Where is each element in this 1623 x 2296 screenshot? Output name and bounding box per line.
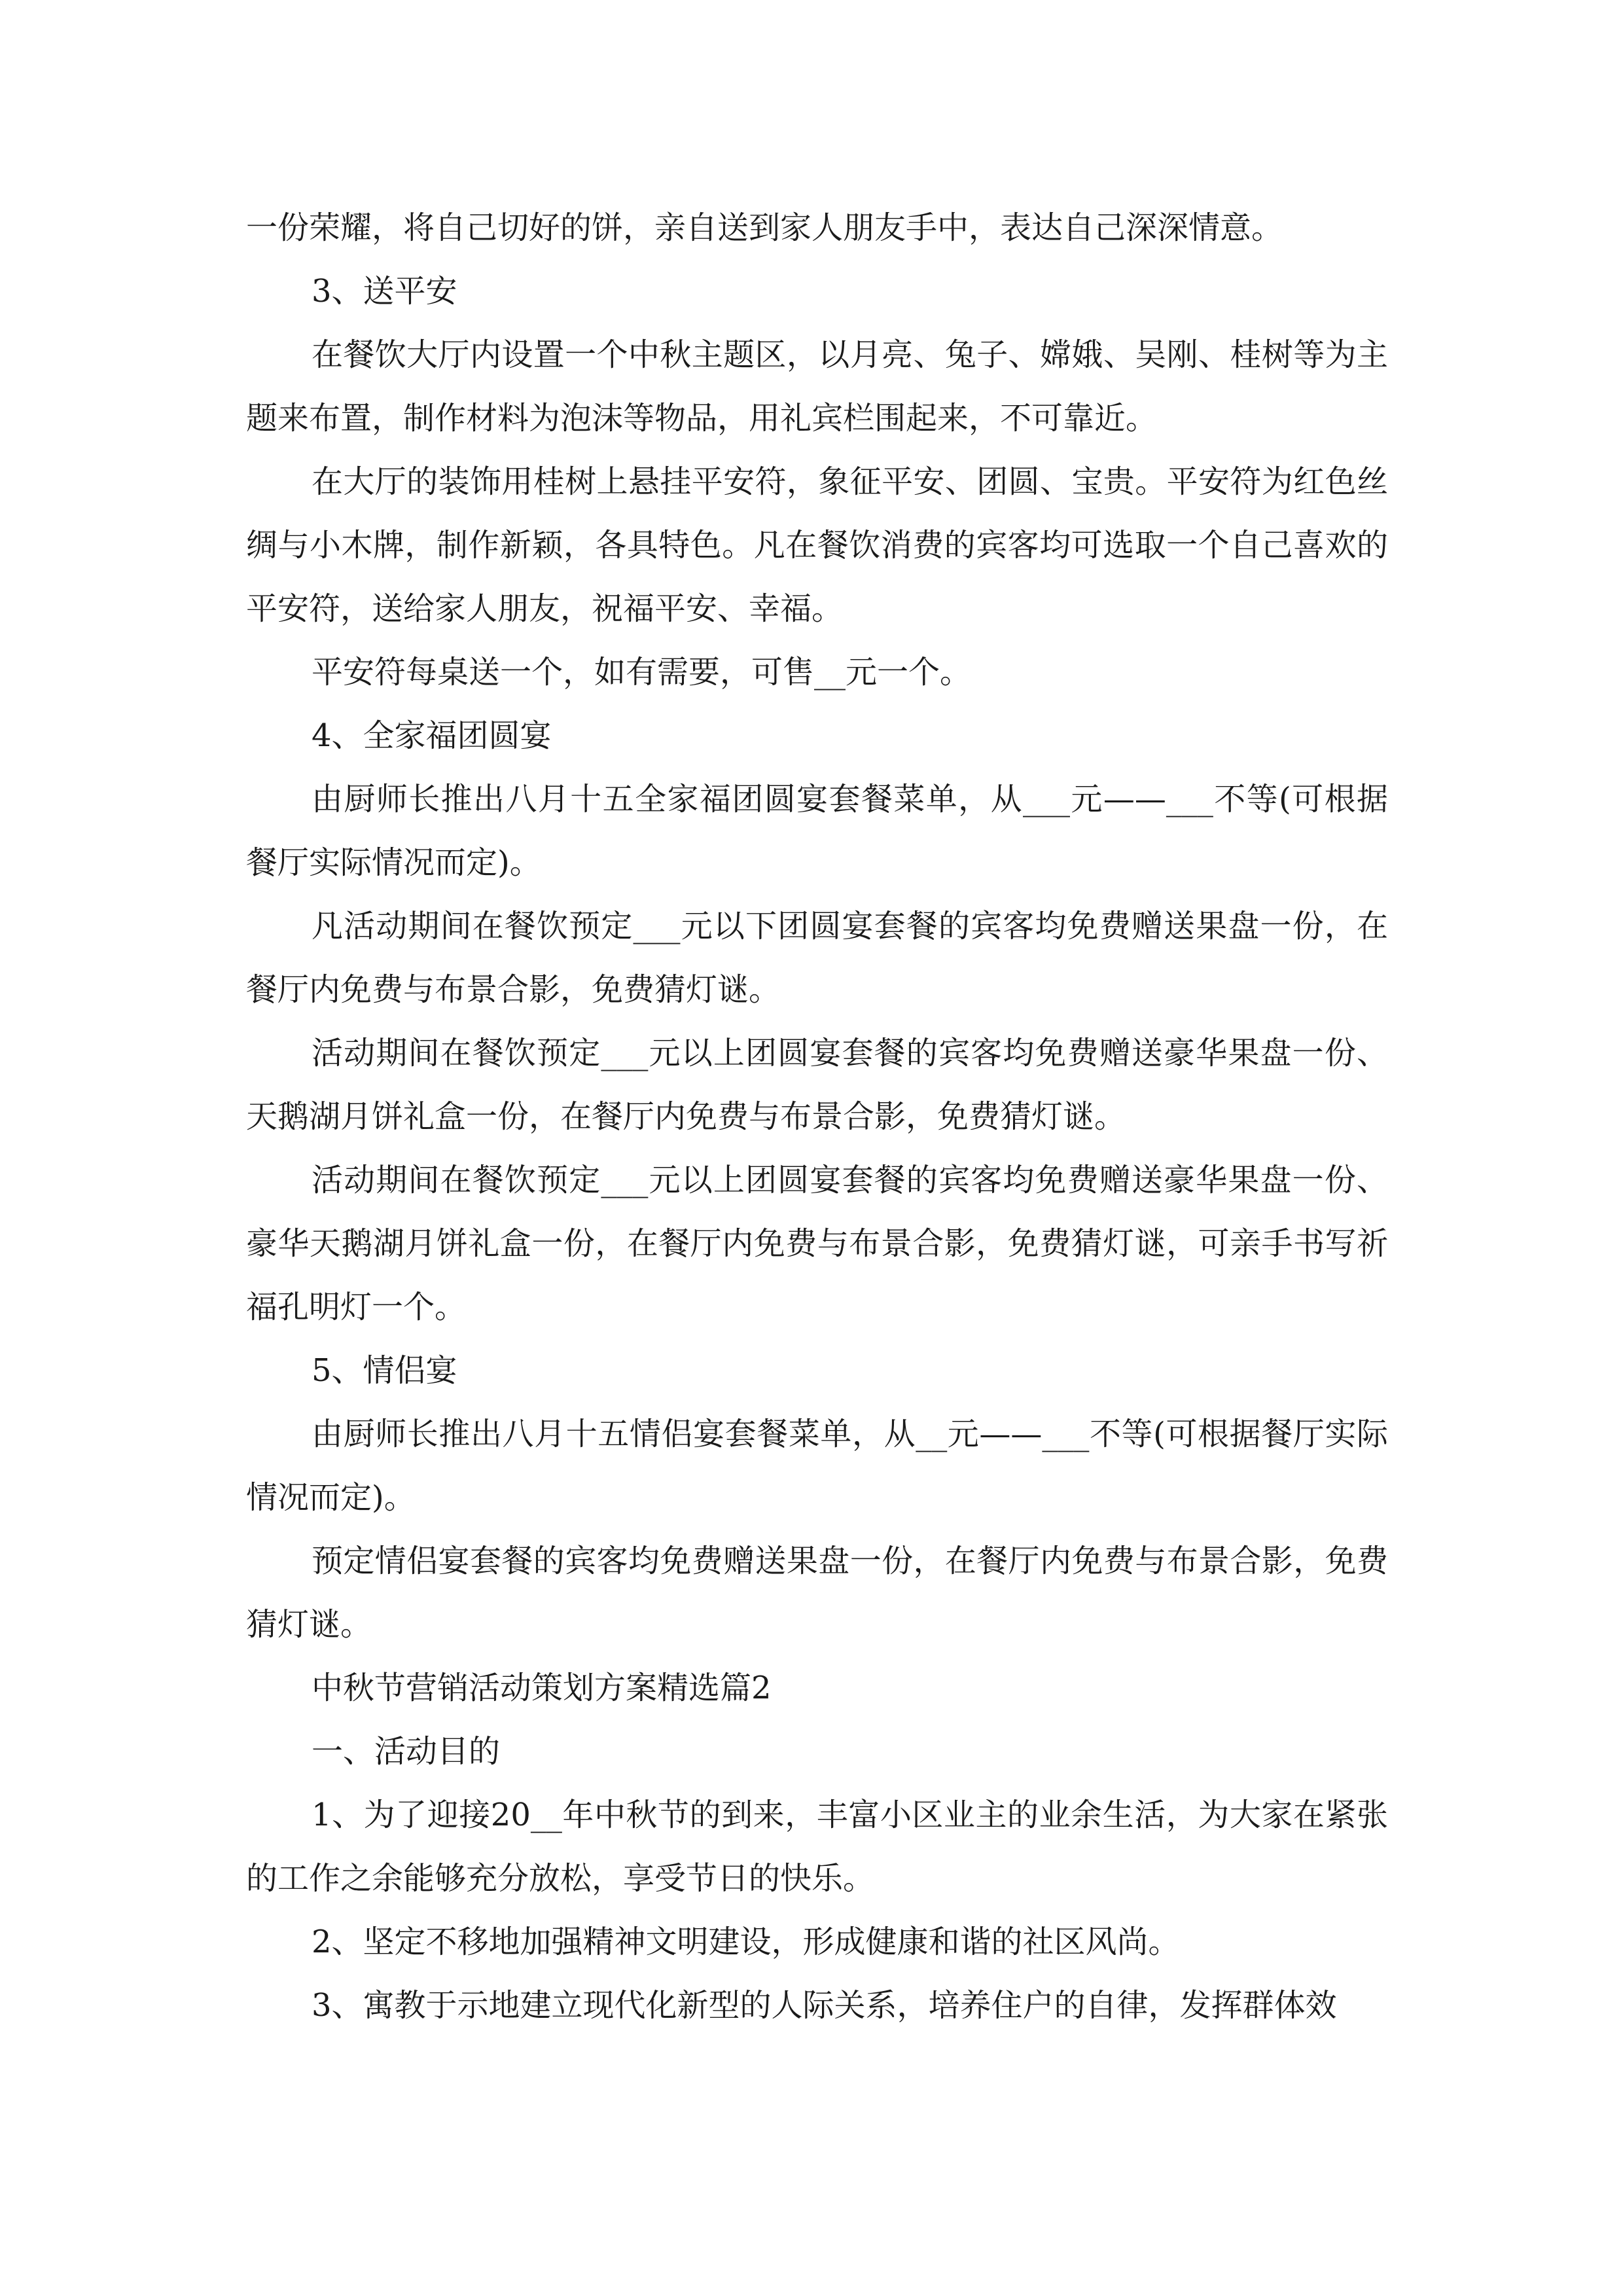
paragraph: 由厨师长推出八月十五全家福团圆宴套餐菜单，从___元——___不等(可根据餐厅实际情况而定)。 bbox=[246, 781, 1388, 881]
document-body bbox=[246, 196, 1388, 2037]
paragraph: 平安符每桌送一个，如有需要，可售__元一个。 bbox=[312, 654, 972, 691]
paragraph: 预定情侣宴套餐的宾客均免费赠送果盘一份，在餐厅内免费与布景合影，免费猜灯谜。 bbox=[246, 1543, 1388, 1643]
section-heading: 一、活动目的 bbox=[312, 1733, 501, 1770]
section-heading: 5、情侣宴 bbox=[312, 1352, 457, 1389]
paragraph: 由厨师长推出八月十五情侣宴套餐菜单，从__元——___不等(可根据餐厅实际情况而定)。 bbox=[246, 1416, 1388, 1516]
paragraph: 凡活动期间在餐饮预定___元以下团圆宴套餐的宾客均免费赠送果盘一份，在餐厅内免费与布景合影，免费猜灯谜。 bbox=[246, 908, 1388, 1008]
paragraph: 活动期间在餐饮预定___元以上团圆宴套餐的宾客均免费赠送豪华果盘一份、豪华天鹅湖月饼礼盒一份，在餐厅内免费与布景合影，免费猜灯谜，可亲手书写祈福孔明灯一个。 bbox=[246, 1162, 1388, 1325]
paragraph: 一份荣耀，将自己切好的饼，亲自送到家人朋友手中，表达自己深深情意。 bbox=[246, 209, 1283, 246]
paragraph: 1、为了迎接20__年中秋节的到来，丰富小区业主的业余生活，为大家在紧张的工作之余能够充分放松，享受节日的快乐。 bbox=[246, 1797, 1388, 1897]
paragraph: 3、寓教于示地建立现代化新型的人际关系，培养住户的自律，发挥群体效 bbox=[312, 1987, 1337, 2024]
paragraph: 在餐饮大厅内设置一个中秋主题区，以月亮、兔子、嫦娥、吴刚、桂树等为主题来布置，制作材料为泡沫等物品，用礼宾栏围起来，不可靠近。 bbox=[246, 336, 1388, 437]
section-heading: 3、送平安 bbox=[312, 273, 457, 310]
section-heading: 4、全家福团圆宴 bbox=[312, 717, 552, 754]
chapter-title: 中秋节营销活动策划方案精选篇2 bbox=[312, 1670, 772, 1706]
paragraph: 在大厅的装饰用桂树上悬挂平安符，象征平安、团圆、宝贵。平安符为红色丝绸与小木牌，制作新颖，各具特色。凡在餐饮消费的宾客均可选取一个自己喜欢的平安符，送给家人朋友，祝福平安、幸福。 bbox=[246, 463, 1388, 627]
paragraph: 2、坚定不移地加强精神文明建设，形成健康和谐的社区风尚。 bbox=[312, 1924, 1180, 1960]
paragraph: 活动期间在餐饮预定___元以上团圆宴套餐的宾客均免费赠送豪华果盘一份、天鹅湖月饼礼盒一份，在餐厅内免费与布景合影，免费猜灯谜。 bbox=[246, 1035, 1388, 1135]
